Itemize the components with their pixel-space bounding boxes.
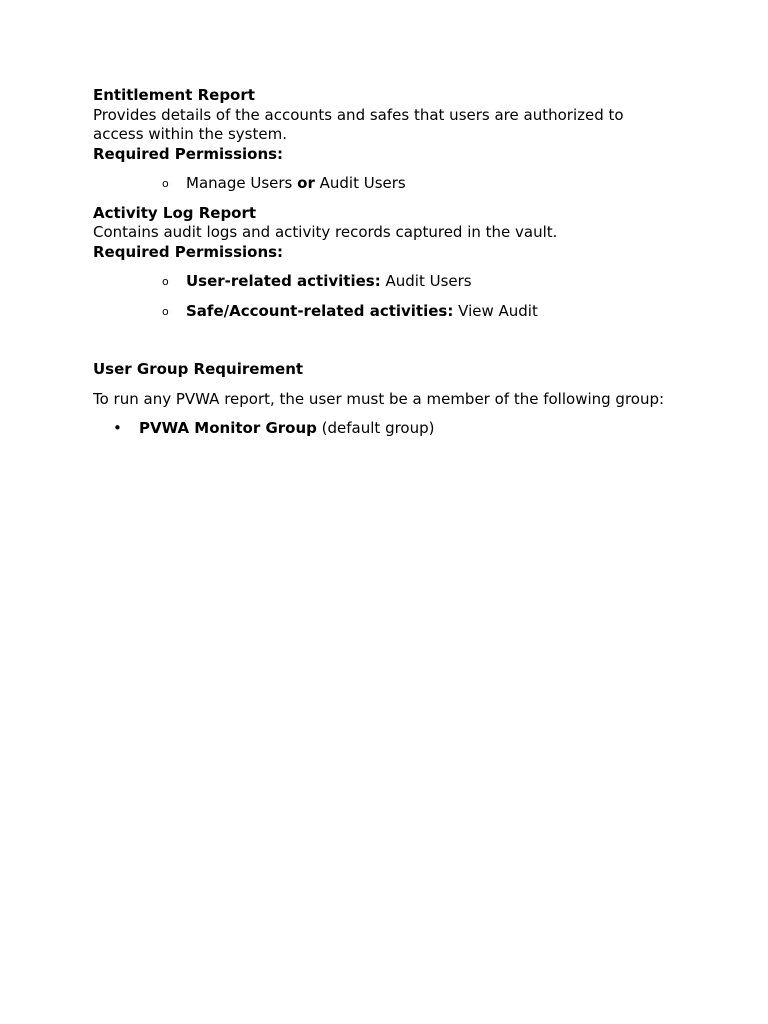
circle-bullet-icon: o xyxy=(162,304,169,318)
activity-description: Contains audit logs and activity records captured in the vault. xyxy=(93,223,558,241)
list-item xyxy=(93,419,673,439)
list-item xyxy=(93,272,673,292)
permission-manage-users: Manage Users xyxy=(186,174,293,192)
activity-required-label: Required Permissions: xyxy=(93,242,284,261)
permission-audit-users: Audit Users xyxy=(319,174,406,192)
group-description: To run any PVWA report, the user must be a member of the following group: xyxy=(93,389,665,408)
permission-label: User-related activities: xyxy=(186,272,381,290)
permission-value: View Audit xyxy=(458,301,538,320)
bullet-icon: • xyxy=(113,419,122,437)
document-page xyxy=(93,86,673,439)
group-list xyxy=(93,419,673,439)
entitlement-required-label: Required Permissions: xyxy=(93,144,284,163)
activity-heading: Activity Log Report xyxy=(93,203,257,222)
group-heading: User Group Requirement xyxy=(93,360,304,378)
group-name: PVWA Monitor Group xyxy=(139,419,317,437)
entitlement-heading: Entitlement Report xyxy=(93,86,255,104)
entitlement-description: Provides details of the accounts and safes that users are authorized to access within the system. xyxy=(93,105,624,143)
permission-value: Audit Users xyxy=(385,272,472,290)
permission-label: Safe/Account-related activities: xyxy=(186,301,454,320)
group-note: (default group) xyxy=(321,419,435,437)
entitlement-permissions-list xyxy=(93,174,673,194)
permission-or: or xyxy=(297,174,315,192)
circle-bullet-icon: o xyxy=(162,275,169,288)
circle-bullet-icon: o xyxy=(162,177,169,190)
list-item xyxy=(93,302,673,322)
activity-permissions-list xyxy=(93,272,673,321)
list-item xyxy=(93,174,673,194)
